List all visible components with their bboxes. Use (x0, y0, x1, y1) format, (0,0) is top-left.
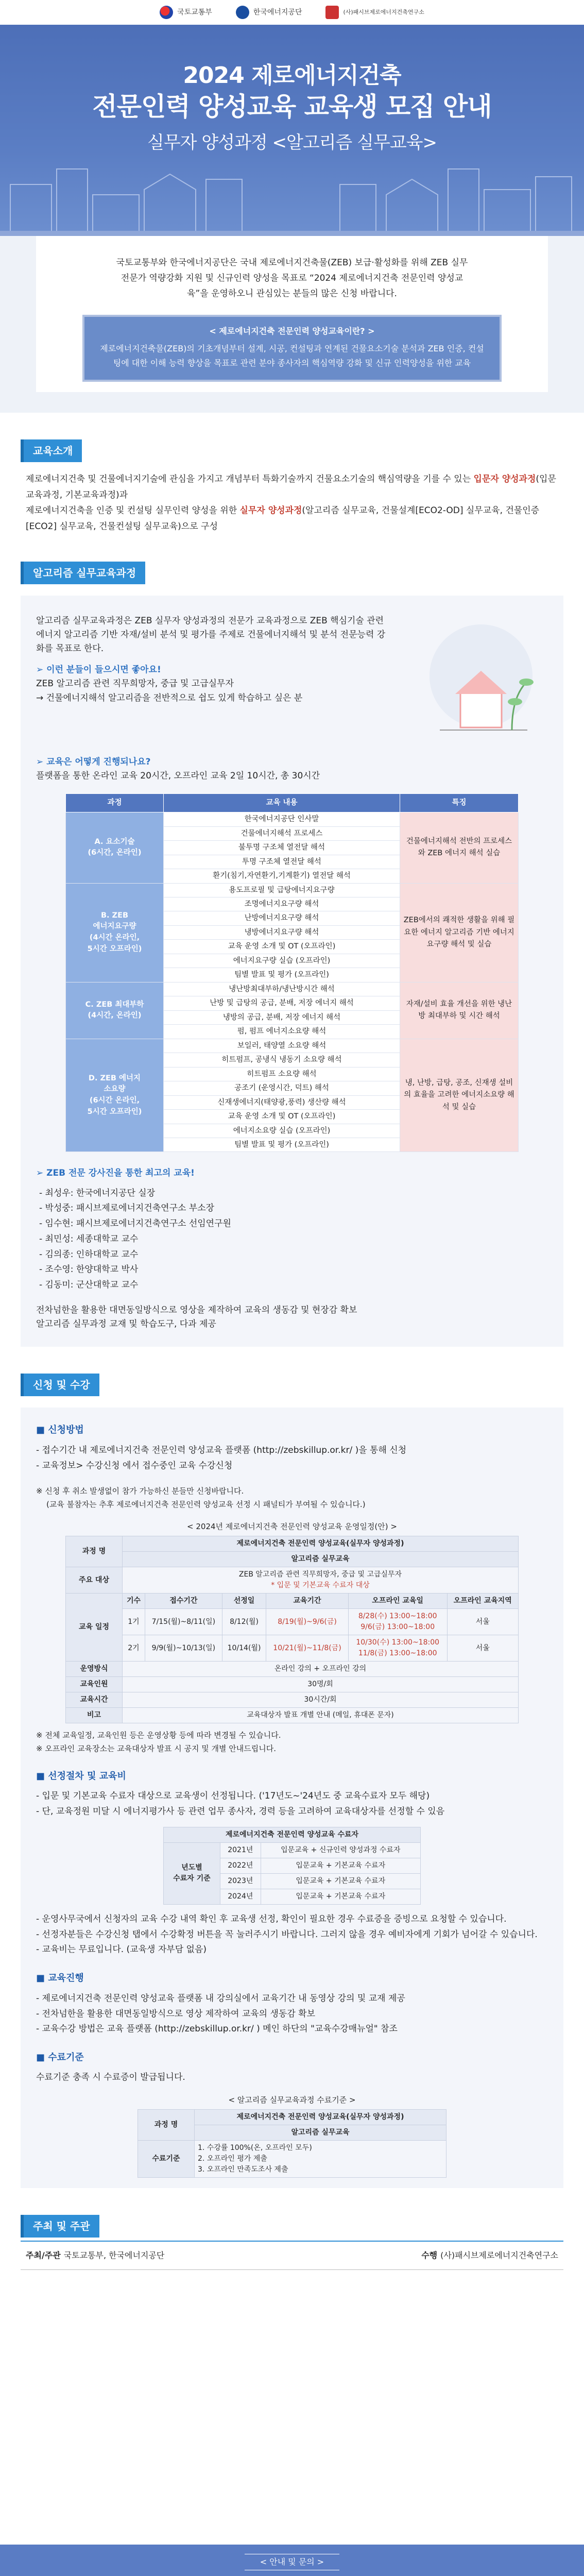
curriculum-item: 히트펌프 소요량 해석 (164, 1067, 400, 1081)
cert-criteria-table (163, 1827, 421, 1905)
curriculum-header-course: 과정 (66, 794, 164, 812)
method-item: - 교육정보> 수강신청 에서 접수중인 교육 수강신청 (36, 1460, 233, 1471)
curriculum-item: 난방 및 급탕의 공급, 분배, 저장 에너지 해석 (164, 996, 400, 1010)
cert-year: 2024년 (220, 1889, 261, 1904)
instructors-block (36, 1166, 548, 1331)
section-heading-org: 주최 및 주관 (21, 2215, 99, 2238)
cert-desc: 입문교육 + 기본교육 수료자 (261, 1858, 420, 1873)
cert-desc: 입문교육 + 신규인력 양성과정 수료자 (261, 1842, 420, 1858)
curriculum-item: 불투명 구조체 열전달 해석 (164, 841, 400, 855)
sched-header: 선정일 (222, 1594, 266, 1609)
instructor-item: - 조수영: 한양대학교 박사 (39, 1264, 139, 1275)
section-heading-algo: 알고리즘 실무교육과정 (21, 562, 145, 584)
curriculum-item: 교육 운영 소개 및 OT (오프라인) (164, 1110, 400, 1124)
curriculum-feature: 건물에너지해석 전반의 프로세스와 ZEB 에너지 해석 실습 (400, 812, 519, 883)
edu-intro-p1: 제로에너지건축 및 건물에너지기술에 관심을 가지고 개념부터 특화기술까지 건물요소기술의 핵심역량을 기를 수 있는 입문자 양성과정(입문교육과정, 기본교육과정)과 (26, 474, 556, 500)
proc-item: - 교육수강 방법은 교육 플랫폼 (http://zebskillup.or.kr/ ) 메인 하단의 "교육수강매뉴얼" 참조 (36, 2024, 398, 2035)
algo-section (21, 535, 563, 1347)
algo-q2: ➢ 교육은 어떻게 진행되나요? (36, 756, 151, 767)
algo-q1: ➢ 이런 분들이 들으시면 좋아요! (36, 665, 161, 675)
proc-item: - 제로에너지건축 전문인력 양성교육 플랫폼 내 강의실에서 교육기간 내 동영상 강의 및 교재 제공 (36, 1993, 405, 2004)
sched-cell: 10/14(월) (222, 1635, 266, 1662)
curriculum-item: 펌, 펌프 에너지소요량 해석 (164, 1025, 400, 1039)
sched-cell: 8/12(월) (222, 1609, 266, 1635)
curriculum-category: C. ZEB 최대부하 (4시간, 온라인) (66, 982, 164, 1039)
host-label: 주최/주관 (26, 2250, 61, 2261)
curriculum-item: 냉방의 공급, 분배, 저장 에너지 해석 (164, 1010, 400, 1024)
section-heading-intro: 교육소개 (21, 439, 82, 462)
sched-cell: 8/19(월)~9/6(금) (266, 1609, 349, 1635)
definition-title: < 제로에너지건축 전문인력 양성교육이란? > (209, 326, 375, 336)
apply-note-3: ※ 전체 교육일정, 교육인원 등은 운영상황 등에 따라 변경될 수 있습니다. (36, 1731, 281, 1740)
target-value: ZEB 알고리즘 관련 직무희망자, 중급 및 고급실무자 * 입문 및 기본교육 수료자 대상 (123, 1567, 519, 1594)
proc-title: ■ 교육진행 (36, 1973, 84, 1984)
curriculum-header-content: 교육 내용 (164, 794, 400, 812)
apply-note-2: (교육 불참자는 추후 제로에너지건축 전문인력 양성교육 선정 시 패널티가 부여될 수 있습니다.) (46, 1499, 366, 1509)
sched-header: 오프라인 교육지역 (447, 1594, 518, 1609)
curriculum-item: 보일러, 태양열 소요량 해석 (164, 1039, 400, 1053)
curriculum-item: 한국에너지공단 인사말 (164, 812, 400, 826)
instructor-item: - 김의종: 인하대학교 교수 (39, 1249, 139, 1260)
instructors-footer-2: 알고리즘 실무과정 교재 및 학습도구, 다과 제공 (36, 1319, 216, 1330)
curriculum-feature: 냉, 난방, 급탕, 공조, 신재생 설비의 효율을 고려한 에너지소요량 해석 및 실습 (400, 1039, 519, 1152)
target-label: 주요 대상 (66, 1567, 123, 1594)
hero-subtitle: 실무자 양성과정 <알고리즘 실무교육> (147, 132, 437, 154)
curriculum-item: 건물에너지해석 프로세스 (164, 826, 400, 840)
instructor-item: - 김동미: 군산대학교 교수 (39, 1280, 139, 1291)
sched-cell: 2기 (123, 1635, 145, 1662)
method-title: ■ 신청방법 (36, 1425, 84, 1436)
completion-table (138, 2109, 446, 2178)
exec-label: 수행 (421, 2250, 438, 2261)
instructors-heading: ➢ ZEB 전문 강사진을 통한 최고의 교육! (36, 1168, 195, 1179)
sched-cell: 9/9(월)~10/13(일) (145, 1635, 222, 1662)
sched-cell: 7/15(월)~8/11(일) (145, 1609, 222, 1635)
cert-desc: 입문교육 + 기본교육 수료자 (261, 1889, 420, 1904)
course-value: 제로에너지건축 전문인력 양성교육(실무자 양성과정) (123, 1536, 519, 1552)
intro-section (0, 236, 584, 413)
method-value: 온라인 강의 + 오프라인 강의 (123, 1662, 519, 1677)
sched-cell: 서울 (447, 1609, 518, 1635)
algo-a2: 플랫폼을 통한 온라인 교육 20시간, 오프라인 교육 2일 10시간, 총 30시간 (36, 770, 320, 781)
intro-text: 국토교통부와 한국에너지공단은 국내 제로에너지건축물(ZEB) 보급·활성화를 위해 ZEB 실무전문가 역량강화 지원 및 신규인력 양성을 목표로 “2024 제로에너지건축 전문인력 양성교육”을 운영하오니 관심있는 분들의 많은 신청 바랍니다. (116, 258, 468, 299)
curriculum-item: 용도프로필 및 급탕에너지요구량 (164, 883, 400, 897)
cert-year: 2021년 (220, 1842, 261, 1858)
cert2-course-2: 알고리즘 실무교육 (195, 2125, 446, 2141)
section-heading-apply: 신청 및 수강 (21, 1374, 99, 1396)
contact-title: < 안내 및 문의 > (245, 2554, 339, 2570)
cert2-course-label: 과정 명 (138, 2110, 195, 2141)
curriculum-item: 히트펌프, 공냉식 냉동기 소요량 해석 (164, 1053, 400, 1067)
sched-cell: 10/30(수) 13:00~18:00 11/8(금) 13:00~18:00 (348, 1635, 447, 1662)
sched-label: 교육 일정 (66, 1594, 123, 1662)
host-value: 국토교통부, 한국에너지공단 (63, 2250, 165, 2261)
cert2-title: ■ 수료기준 (36, 2052, 84, 2063)
curriculum-item: 팀별 발표 및 평가 (오프라인) (164, 968, 400, 982)
org-row (21, 2241, 563, 2270)
sched-header: 오프라인 교육일 (348, 1594, 447, 1609)
hero-banner (0, 25, 584, 236)
apply-note-1: ※ 신청 후 취소 발생없이 참가 가능하신 분들만 신청바랍니다. (36, 1486, 244, 1496)
curriculum-table (65, 793, 519, 1152)
cert2-item: 1. 수강률 100%(온, 오프라인 모두) (198, 2144, 312, 2153)
course-value-2: 알고리즘 실무교육 (123, 1552, 519, 1567)
method-item: - 접수기간 내 제로에너지건축 전문인력 양성교육 플랫폼 (http://zebskillup.or.kr/ )을 통해 신청 (36, 1445, 407, 1456)
course-label: 과정 명 (66, 1536, 123, 1567)
cert-year: 2023년 (220, 1873, 261, 1889)
edu-intro-section (21, 413, 563, 534)
etc-label: 비고 (66, 1708, 123, 1723)
curriculum-category: B. ZEB 에너지요구량 (4시간 온라인, 5시간 오프라인) (66, 883, 164, 982)
proc-item: - 전차넘한을 활용한 대면동일방식으로 영상 제작하여 교육의 생동감 확보 (36, 2008, 316, 2019)
algo-description: 알고리즘 실무교육과정은 ZEB 실무자 양성과정의 전문가 교육과정으로 ZEB 핵심기술 관련 에너지 알고리즘 기반 자재/설비 분석 및 평가를 주제로 건물에너지해석 및 분석 전문능력 강화를 목표로 한다. (36, 615, 386, 654)
contact-person (0, 2573, 584, 2576)
curriculum-item: 환기(침기,자연환기,기계환기) 열전달 해석 (164, 869, 400, 883)
curriculum-item: 난방에너지요구량 해석 (164, 911, 400, 925)
sched-header: 접수기간 (145, 1594, 222, 1609)
algo-panel (21, 596, 563, 1347)
instructor-item: - 최성우: 한국에너지공단 실장 (39, 1188, 156, 1198)
curriculum-item: 신재생에너지(태양광,풍력) 생산량 해석 (164, 1095, 400, 1109)
cert2-item: 2. 오프라인 평가 제출 (198, 2155, 267, 2163)
apply-panel (21, 1408, 563, 2188)
cert2-course: 제로에너지건축 전문인력 양성교육(실무자 양성과정) (195, 2110, 446, 2125)
curriculum-item: 교육 운영 소개 및 OT (오프라인) (164, 940, 400, 954)
select2-item: - 교육비는 무료입니다. (교육생 자부담 없음) (36, 1944, 207, 1955)
cert-title: 제로에너지건축 전문인력 양성교육 수료자 (164, 1827, 421, 1842)
sched-cell: 10/21(월)~11/8(금) (266, 1635, 349, 1662)
select2-item: - 선정자분들은 수강신청 탭에서 수강확정 버튼을 꼭 눌러주시기 바랍니다. 그러지 않을 경우 예비자에게 기회가 넘어갈 수 있습니다. (36, 1929, 538, 1940)
logo-molit: 국토교통부 (160, 6, 212, 19)
sched-cell: 8/28(수) 13:00~18:00 9/6(금) 13:00~18:00 (348, 1609, 447, 1635)
curriculum-category: D. ZEB 에너지 소요량 (6시간 온라인, 5시간 오프라인) (66, 1039, 164, 1152)
instructors-footer-1: 전차넘한을 활용한 대면동일방식으로 영상을 제작하여 교육의 생동감 및 현장감 확보 (36, 1304, 357, 1315)
cert2-item: 3. 오프라인 만족도조사 제출 (198, 2165, 288, 2174)
curriculum-item: 공조기 (운영시간, 덕트) 해석 (164, 1081, 400, 1095)
curriculum-item: 냉방에너지요구량 해석 (164, 925, 400, 939)
curriculum-item: 팀별 발표 및 평가 (오프라인) (164, 1138, 400, 1151)
logo-kea: 한국에너지공단 (236, 6, 302, 19)
hours-label: 교육시간 (66, 1692, 123, 1708)
select-item: - 입문 및 기본교육 수료자 대상으로 교육생이 선정됩니다. ('17년도~'24년도 중 교육수료자 모두 해당) (36, 1791, 430, 1802)
cert-label: 년도별 수료자 기준 (164, 1842, 220, 1904)
curriculum-item: 에너지요구량 실습 (오프라인) (164, 954, 400, 968)
contact-footer (0, 2545, 584, 2576)
edu-intro-p2: 제로에너지건축을 인증 및 컨설팅 실무인력 양성을 위한 실무자 양성과정(알고리즘 실무교육, 건물설계[ECO2-OD] 실무교육, 건물인증[ECO2] 실무교육, 건물컨설팅 실무교육)으로 구성 (26, 505, 540, 532)
definition-text: 제로에너지건축물(ZEB)의 기초개념부터 설계, 시공, 컨설팅과 연계된 건물요소기술 분석과 ZEB 인증, 컨설팅에 대한 이해 능력 향상을 목표로 관련 분야 종사자의 핵심역량 강화 및 신규 인력양성을 위한 교육 (100, 344, 484, 368)
cert2-text: 수료기준 충족 시 수료증이 발급됩니다. (36, 2072, 185, 2082)
instructor-item: - 임수현: 패시브제로에너지건축연구소 선임연구원 (39, 1218, 231, 1229)
select-item: - 단, 교육정원 미달 시 에너지평가사 등 관련 업무 종사자, 경력 등을 고려하여 교육대상자를 선정할 수 있음 (36, 1806, 445, 1817)
hours-value: 30시간/회 (123, 1692, 519, 1708)
select2-item: - 운영사무국에서 신청자의 교육 수강 내역 확인 후 교육생 선정, 확인이 필요한 경우 수료증을 증빙으로 요청할 수 있습니다. (36, 1913, 507, 1924)
schedule-table-title: < 2024년 제로에너지건축 전문인력 양성교육 운영일정(안) > (187, 1522, 397, 1532)
apply-note-4: ※ 오프라인 교육장소는 교육대상자 발표 시 공지 및 개별 안내드립니다. (36, 1744, 276, 1754)
cap-value: 30명/회 (123, 1677, 519, 1692)
curriculum-item: 에너지소요량 실습 (오프라인) (164, 1124, 400, 1138)
growth-illustration (393, 614, 548, 748)
cap-label: 교육인원 (66, 1677, 123, 1692)
cert-desc: 입문교육 + 기본교육 수료자 (261, 1873, 420, 1889)
sched-header: 기수 (123, 1594, 145, 1609)
curriculum-item: 투명 구조체 열전달 해석 (164, 855, 400, 869)
org-section (21, 2188, 563, 2238)
method-label: 운영방식 (66, 1662, 123, 1677)
sched-cell: 1기 (123, 1609, 145, 1635)
algo-a1-2: → 건물에너지해석 알고리즘을 전반적으로 쉽도 있게 학습하고 싶은 분 (36, 692, 303, 703)
curriculum-item: 조명에너지요구량 해석 (164, 897, 400, 911)
cert2-label: 수료기준 (138, 2141, 195, 2178)
hero-title: 2024 제로에너지건축 전문인력 양성교육 교육생 모집 안내 (92, 62, 492, 122)
sched-cell: 서울 (447, 1635, 518, 1662)
curriculum-header-feature: 특징 (400, 794, 519, 812)
skyline-illustration (0, 148, 584, 236)
exec-value: (사)패시브제로에너지건축연구소 (440, 2250, 558, 2261)
definition-box (82, 315, 502, 382)
curriculum-category: A. 요소기술 (6시간, 온라인) (66, 812, 164, 883)
logo-ipazeb: (사)패시브제로에너지건축연구소 (325, 6, 424, 19)
cert2-table-title: < 알고리즘 실무교육과정 수료기준 > (228, 2095, 356, 2105)
sched-header: 교육기간 (266, 1594, 349, 1609)
apply-section (21, 1347, 563, 2188)
instructor-item: - 박성중: 패시브제로에너지건축연구소 부소장 (39, 1203, 215, 1214)
schedule-table (65, 1536, 519, 1723)
algo-a1-1: ZEB 알고리즘 관련 직무희망자, 중급 및 고급실무자 (36, 679, 234, 689)
instructor-item: - 최민성: 세종대학교 교수 (39, 1233, 139, 1244)
etc-value: 교육대상자 발표 개별 안내 (메일, 휴대폰 문자) (123, 1708, 519, 1723)
curriculum-feature: ZEB에서의 쾌적한 생활을 위해 필요한 에너지 알고리즘 기반 에너지요구량 해석 및 실습 (400, 883, 519, 982)
logo-bar (0, 0, 584, 25)
cert-year: 2022년 (220, 1858, 261, 1873)
curriculum-feature: 자재/설비 효율 개선을 위한 냉난방 최대부하 및 시간 해석 (400, 982, 519, 1039)
curriculum-item: 냉난방최대부하/냉난방시간 해석 (164, 982, 400, 996)
select-title: ■ 선정절차 및 교육비 (36, 1770, 126, 1782)
